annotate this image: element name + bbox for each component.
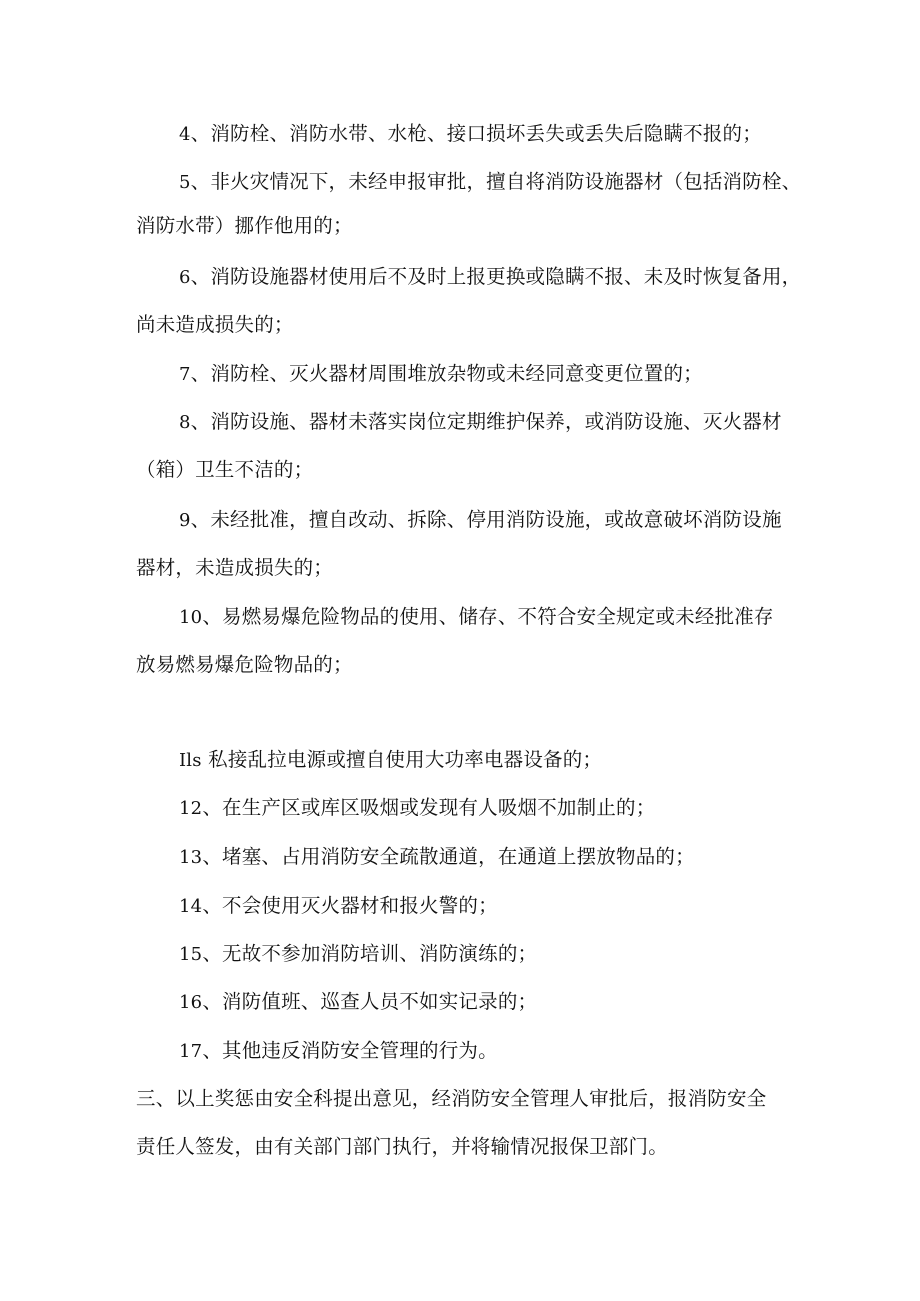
item-6	[179, 265, 801, 290]
item-8	[179, 410, 782, 435]
item-text: 、无故不参加消防培训、消防演练的；	[202, 942, 538, 965]
item-text: 、消防栓、消防水带、水枪、接口损坏丢失或丢失后隐瞒不报的；	[190, 122, 762, 145]
item-number: 10	[179, 607, 203, 628]
item-text: 、未经批准，擅自改动、拆除、停用消防设施，或故意破坏消防设施	[190, 508, 782, 531]
item-text: 私接乱拉电源或擅自使用大功率电器设备的；	[208, 748, 603, 771]
item-10	[179, 605, 774, 630]
item-text: 、在生产区或库区吸烟或发现有人吸烟不加制止的；	[202, 796, 656, 819]
item-number: 13	[179, 847, 203, 868]
section-3-line-2: 责任人签发，由有关部门部门执行，并将输情况报保卫部门。	[136, 1135, 668, 1158]
item-text: 、不会使用灭火器材和报火警的；	[202, 894, 498, 917]
item-number: 15	[179, 944, 203, 965]
item-number: Ils	[179, 750, 202, 771]
item-number: 14	[179, 896, 203, 917]
item-text: 、非火灾情况下，未经申报审批，擅自将消防设施器材（包括消防栓、	[190, 170, 802, 193]
item-number: 6	[179, 267, 191, 288]
item-number: 9	[179, 510, 191, 531]
item-9	[179, 508, 782, 533]
item-number: 7	[179, 364, 191, 385]
item-text: 、消防设施器材使用后不及时上报更换或隐瞒不报、未及时恢复备用，	[190, 265, 802, 288]
item-10-continuation: 放易燃易爆危险物品的；	[136, 653, 353, 676]
item-17	[179, 1039, 498, 1064]
item-14	[179, 894, 498, 919]
item-text: 、消防值班、巡查人员不如实记录的；	[202, 990, 538, 1013]
item-5-continuation: 消防水带）挪作他用的；	[136, 214, 353, 237]
item-text: 、堵塞、占用消防安全疏散通道，在通道上摆放物品的；	[202, 845, 695, 868]
item-text: 、消防设施、器材未落实岗位定期维护保养，或消防设施、灭火器材	[190, 410, 782, 433]
item-8-continuation: （箱）卫生不洁的；	[136, 458, 314, 481]
item-9-continuation: 器材，未造成损失的；	[136, 556, 334, 579]
item-5	[179, 170, 801, 195]
item-11	[179, 748, 602, 773]
section-3-line-1: 三、以上奖惩由安全科提出意见，经消防安全管理人审批后，报消防安全	[136, 1087, 767, 1110]
item-4	[179, 122, 762, 147]
item-13	[179, 845, 695, 870]
item-16	[179, 990, 537, 1015]
item-text: 、易燃易爆危险物品的使用、储存、不符合安全规定或未经批准存	[202, 605, 774, 628]
item-text: 、其他违反消防安全管理的行为。	[202, 1039, 498, 1062]
item-number: 12	[179, 798, 203, 819]
item-text: 、消防栓、灭火器材周围堆放杂物或未经同意变更位置的；	[190, 362, 703, 385]
item-number: 5	[179, 172, 191, 193]
item-7	[179, 362, 703, 387]
item-15	[179, 942, 537, 967]
item-12	[179, 796, 655, 821]
item-number: 17	[179, 1041, 203, 1062]
item-6-continuation: 尚未造成损失的；	[136, 313, 294, 336]
item-number: 4	[179, 124, 191, 145]
item-number: 8	[179, 412, 191, 433]
item-number: 16	[179, 992, 203, 1013]
